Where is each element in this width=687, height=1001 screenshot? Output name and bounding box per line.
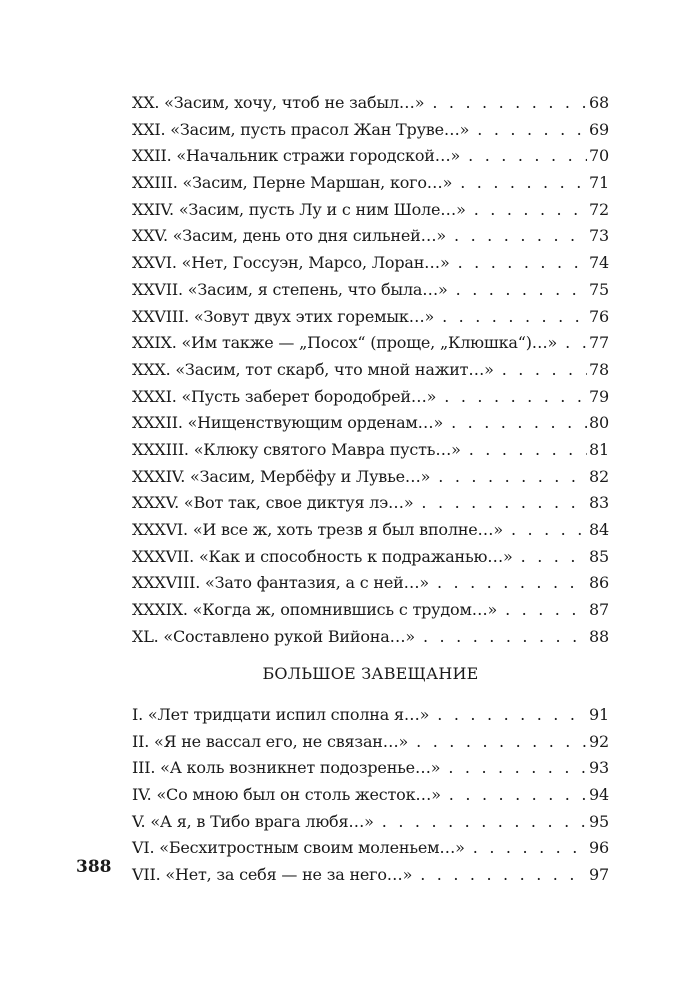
toc-entry — [132, 702, 609, 729]
leader-dots — [440, 755, 587, 782]
toc-entry — [132, 490, 609, 517]
toc-entry — [132, 782, 609, 809]
section-heading: БОЛЬШОЕ ЗАВЕЩАНИЕ — [262, 664, 479, 683]
toc-entry-page: 96 — [589, 838, 609, 858]
toc-entry-title: XXVIII. «Зовут двух этих горемык…» — [132, 306, 435, 326]
leader-dots — [429, 702, 587, 729]
toc-entry-page: 79 — [589, 386, 609, 406]
toc-entry-title: XXXVII. «Как и способность к подражанью…» — [132, 546, 513, 566]
toc-entry-title: XXIX. «Им также — „Посох“ (проще, „Клюшка“)…» — [132, 333, 558, 353]
toc-entry-title: XXXIX. «Когда ж, опомнившись с трудом…» — [132, 600, 498, 620]
leader-dots — [434, 304, 587, 331]
leader-dots — [374, 809, 587, 836]
page-number: 388 — [76, 857, 112, 877]
toc-entry-page: 87 — [589, 600, 609, 620]
toc-entry — [132, 410, 609, 437]
toc-entry-title: XXXVIII. «Зато фантазия, а с ней…» — [132, 573, 429, 593]
toc-entry-page: 82 — [589, 466, 609, 486]
toc-entry-page: 95 — [589, 811, 609, 831]
toc-entry — [132, 729, 609, 756]
toc-entry-title: V. «А я, в Тибо врага любя…» — [132, 811, 374, 831]
toc-entry-title: I. «Лет тридцати испил сполна я…» — [132, 705, 430, 724]
leader-dots — [452, 170, 587, 197]
toc-entry-page: 92 — [589, 731, 609, 751]
leader-dots — [430, 464, 587, 491]
leader-dots — [424, 90, 587, 117]
toc-entry-title: XXXII. «Нищенствующим орденам…» — [132, 413, 444, 433]
leader-dots — [441, 782, 587, 809]
toc-entry — [132, 223, 609, 250]
toc-entry-title: XL. «Составлено рукой Вийона…» — [132, 626, 415, 646]
toc-entry — [132, 597, 609, 624]
toc-entry-page: 88 — [589, 626, 609, 646]
toc-entry — [132, 357, 609, 384]
leader-dots — [448, 277, 587, 304]
toc-entry-page: 74 — [589, 253, 609, 273]
leader-dots — [494, 357, 587, 384]
leader-dots — [443, 410, 587, 437]
toc-entry-page: 72 — [589, 199, 609, 219]
toc-entry-page: 80 — [589, 413, 609, 433]
toc-entry — [132, 544, 609, 571]
toc-entry — [132, 862, 609, 889]
toc-entry-page: 94 — [589, 785, 609, 805]
toc-entry-page: 71 — [589, 173, 609, 193]
toc-entry-page: 75 — [589, 279, 609, 299]
leader-dots — [461, 437, 587, 464]
toc-entry-page: 83 — [589, 493, 609, 513]
toc-entry — [132, 755, 609, 782]
toc-entry-title: XX. «Засим, хочу, чтоб не забыл…» — [132, 93, 425, 112]
leader-dots — [469, 117, 587, 144]
toc-entry-title: IV. «Со мною был он столь жесток…» — [132, 785, 441, 805]
toc-entry — [132, 197, 609, 224]
leader-dots — [415, 624, 587, 651]
toc-entry-title: XXVII. «Засим, я степень, что была…» — [132, 279, 448, 299]
leader-dots — [412, 862, 587, 889]
toc-entry — [132, 624, 609, 651]
leader-dots — [450, 250, 587, 277]
toc-entry-title: XXII. «Начальник стражи городской…» — [132, 146, 461, 166]
toc-entry-page: 97 — [589, 865, 609, 885]
toc-entry-page: 85 — [589, 546, 609, 566]
toc-entry-title: VII. «Нет, за себя — не за него…» — [132, 865, 413, 885]
toc-entry — [132, 143, 609, 170]
toc-entry-page: 68 — [589, 93, 609, 112]
toc-section-small-testament — [132, 90, 609, 650]
toc-entry-title: XXIV. «Засим, пусть Лу и с ним Шоле…» — [132, 199, 466, 219]
toc-entry — [132, 384, 609, 411]
toc-entry-page: 93 — [589, 758, 609, 778]
leader-dots — [460, 143, 587, 170]
toc-entry-title: XXX. «Засим, тот скарб, что мной нажит…» — [132, 359, 494, 379]
leader-dots — [497, 597, 587, 624]
toc-entry-page: 76 — [589, 306, 609, 326]
toc-entry — [132, 437, 609, 464]
leader-dots — [513, 544, 587, 571]
toc-entry-page: 81 — [589, 439, 609, 459]
toc-entry-title: XXVI. «Нет, Госсуэн, Марсо, Лоран…» — [132, 253, 450, 273]
leader-dots — [503, 517, 587, 544]
toc-entry-title: XXI. «Засим, пусть прасол Жан Труве…» — [132, 119, 470, 139]
leader-dots — [408, 729, 587, 756]
toc-section-great-testament — [132, 702, 609, 889]
toc-entry-page: 77 — [589, 333, 609, 353]
toc-entry — [132, 117, 609, 144]
toc-entry-title: VI. «Бесхитростным своим моленьем…» — [132, 838, 465, 858]
toc-entry-page: 69 — [589, 119, 609, 139]
toc-entry-page: 70 — [589, 146, 609, 166]
leader-dots — [429, 570, 587, 597]
toc-entry-page: 91 — [589, 705, 609, 724]
leader-dots — [465, 835, 587, 862]
toc-entry — [132, 809, 609, 836]
toc-entry — [132, 277, 609, 304]
leader-dots — [446, 223, 587, 250]
toc-entry-page: 73 — [589, 226, 609, 246]
toc-entry-title: XXXI. «Пусть заберет бородобрей…» — [132, 386, 437, 406]
leader-dots — [466, 197, 587, 224]
toc-entry-title: XXIII. «Засим, Перне Маршан, кого…» — [132, 173, 453, 193]
toc-entry — [132, 835, 609, 862]
toc-entry-title: III. «А коль возникнет подозренье…» — [132, 758, 441, 778]
toc-entry — [132, 330, 609, 357]
toc-entry — [132, 170, 609, 197]
leader-dots — [413, 490, 587, 517]
toc-entry-title: XXV. «Засим, день ото дня сильней…» — [132, 226, 447, 246]
toc-entry — [132, 90, 609, 117]
toc-entry — [132, 250, 609, 277]
toc-entry-page: 84 — [589, 520, 609, 539]
leader-dots — [557, 330, 587, 357]
toc-entry — [132, 304, 609, 331]
toc-entry-page: 78 — [589, 359, 609, 379]
toc-entry-title: XXXIV. «Засим, Мербёфу и Лувье…» — [132, 466, 431, 486]
toc-entry — [132, 464, 609, 491]
toc-entry — [132, 517, 609, 544]
toc-entry — [132, 570, 609, 597]
toc-entry-page: 86 — [589, 573, 609, 593]
toc-entry-title: XXXIII. «Клюку святого Мавра пусть…» — [132, 439, 461, 459]
toc-entry-title: II. «Я не вассал его, не связан…» — [132, 731, 409, 751]
toc-entry-title: XXXVI. «И все ж, хоть трезв я был вполне…» — [132, 520, 503, 539]
toc-entry-title: XXXV. «Вот так, свое диктуя лэ…» — [132, 493, 414, 513]
leader-dots — [436, 384, 587, 411]
